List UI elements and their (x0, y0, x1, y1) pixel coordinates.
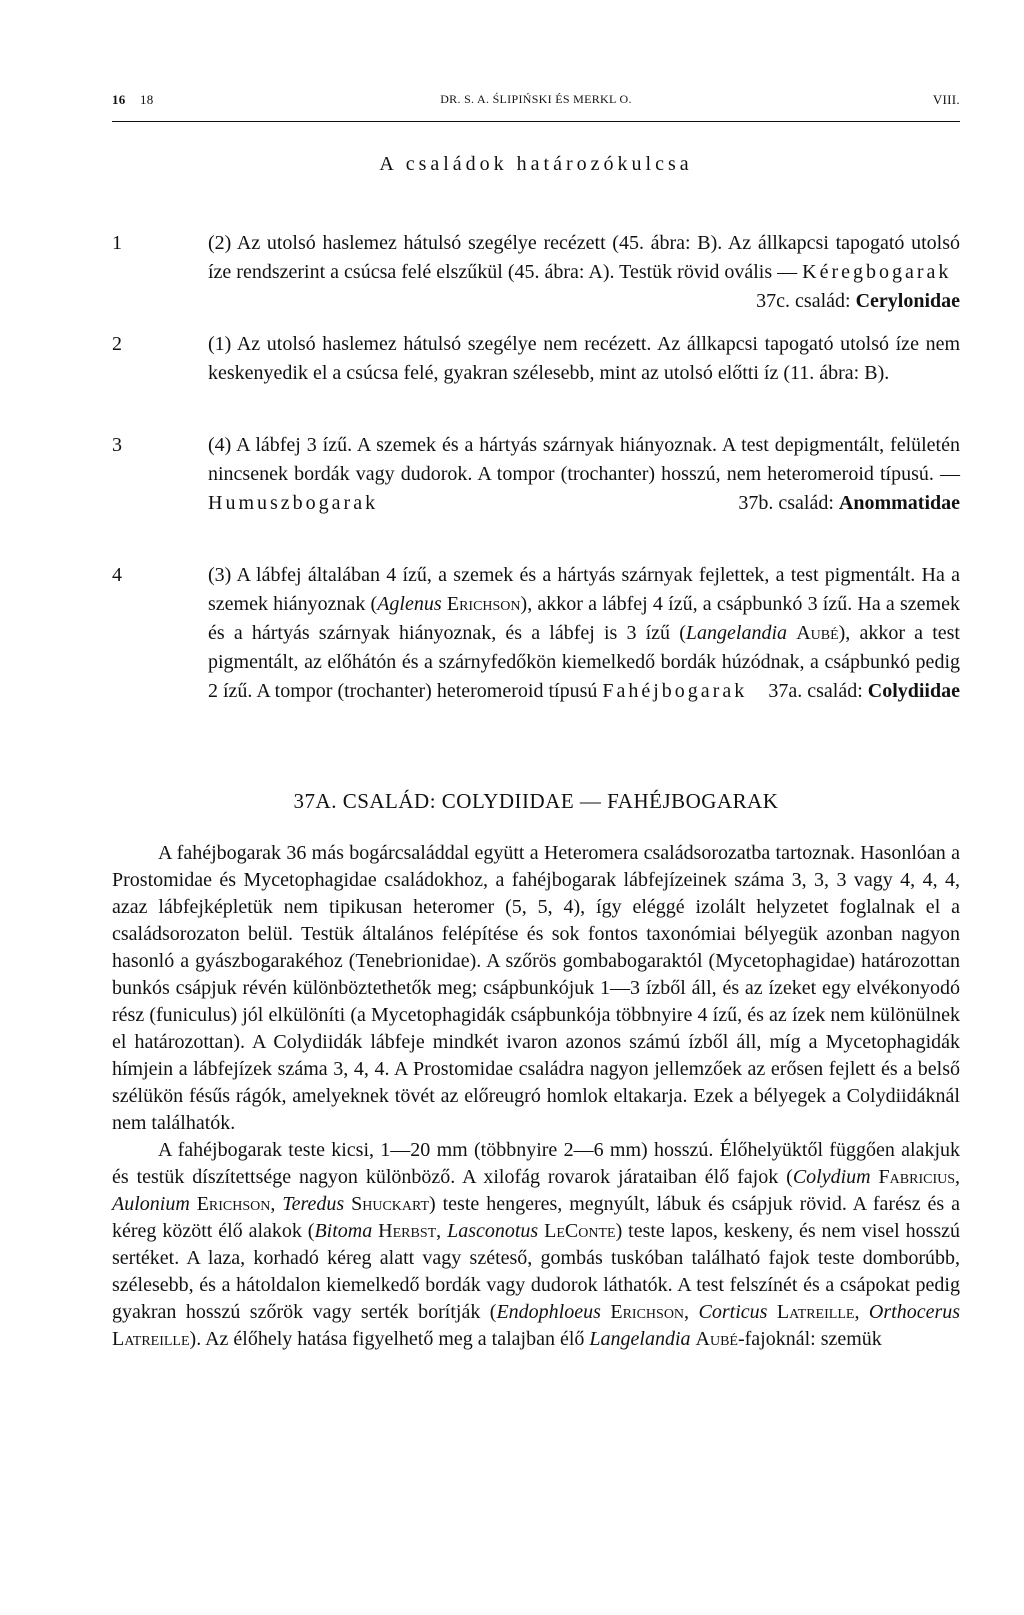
key-entry-number: 4 (112, 564, 122, 586)
family-name: Colydiidae (867, 680, 960, 702)
author-name: Latreille (112, 1328, 190, 1350)
genus-name: Aglenus (377, 593, 442, 615)
family-reference (756, 287, 960, 316)
family-number: 37a. család: (768, 680, 863, 702)
running-header-authors: DR. S. A. ŚLIPIŃSKI ÉS MERKL O. (440, 92, 632, 106)
genus-name: Colydium (792, 1166, 871, 1188)
family-number: 37b. család: (738, 492, 834, 514)
key-entry-description: ), akkor a lábfej 4 ízű, a csápbunkó 3 ízű. Ha a szemek és a hártyás szárnyak hiányoznak, és a lábfej is 3 ízű ( (208, 593, 960, 644)
text-run: ). Az élőhely hatása figyelhető meg a talajban élő (189, 1328, 590, 1350)
author-name: Latreille (776, 1301, 855, 1323)
author-name: Aubé (695, 1328, 738, 1350)
common-name: Kéregbogarak (802, 261, 952, 283)
key-entry-number: 2 (112, 333, 122, 355)
page-number: 18 (140, 92, 154, 107)
key-entry-text (208, 229, 960, 316)
page-number-bold: 16 (112, 92, 126, 107)
author-name: Erichson (446, 593, 521, 615)
text-run: ) teste hengeres, megnyúlt, lábuk és csápjuk rövid. A farész és a kéreg között élő alakok ( (112, 1193, 961, 1242)
text-run: -fajoknál: szemük (737, 1328, 882, 1350)
family-number: 37c. család: (756, 290, 851, 312)
author-name: Herbst (378, 1220, 437, 1242)
author-name: LeConte (544, 1220, 616, 1242)
text-run: ) teste lapos, keskeny, és nem visel hosszú sertéket. A laza, korhadó kéreg alatt vagy széteső, gombás tuskóban található fajok teste domborúbb, szélesebb, és a hátoldalon kiemelkedő bordák vagy dudorok láthatók. A test felszínét és a csápokat pedig gyakran hosszú szőrök vagy serték borítják ( (112, 1220, 961, 1323)
genus-name: Lasconotus (447, 1220, 539, 1242)
body-text (112, 840, 960, 1353)
family-reference (768, 677, 960, 706)
key-entry-description: (4) A lábfej 3 ízű. A szemek és a hártyás szárnyak hiányoznak. A test depigmentált, felületén nincsenek bordák vagy dudorok. A tompor (trochanter) hosszú, nem heteromeroid típusú. — (208, 434, 960, 485)
text-run: A fahéjbogarak teste kicsi, 1—20 mm (többnyire 2—6 mm) hosszú. Élőhelyüktől függően alakjuk és testük díszítettsége nagyon különböző. A xilofág rovarok járataiban élő fajok ( (112, 1139, 960, 1188)
genus-name: Langelandia (589, 1328, 691, 1350)
author-name: Shuckart (351, 1193, 430, 1215)
genus-name: Langelandia (685, 622, 788, 644)
common-name: Humuszbogarak (208, 492, 379, 514)
key-entry-text (208, 561, 960, 706)
family-name: Cerylonidae (855, 290, 960, 312)
genus-name: Teredus (282, 1193, 345, 1215)
author-name: Aubé (796, 622, 839, 644)
key-entry-text (208, 431, 960, 518)
key-entry-number: 3 (112, 434, 122, 456)
section-number: VIII. (932, 92, 960, 107)
author-name: Fabricius (878, 1166, 955, 1188)
section-title: 37A. CSALÁD: COLYDIIDAE — FAHÉJBOGARAK (293, 789, 779, 813)
genus-name: Bitoma (314, 1220, 373, 1242)
genus-name: Endophloeus (496, 1301, 601, 1323)
key-entry-description: ), akkor a test pigmentált, az előhátón és a szárnyfedőkön kiemelkedő bordák húzódnak, a csápbunkó pedig 2 ízű. A tompor (trochanter) heteromeroid típusú (208, 622, 960, 702)
running-header (112, 92, 960, 116)
genus-name: Orthocerus (868, 1301, 961, 1323)
common-name: Fahéjbogarak (602, 680, 748, 702)
family-reference (738, 489, 960, 518)
family-name: Anommatidae (838, 492, 960, 514)
header-rule (112, 121, 960, 122)
author-name: Erichson (196, 1193, 271, 1215)
author-name: Erichson (610, 1301, 685, 1323)
paragraph: A fahéjbogarak teste kicsi, 1—20 mm (többnyire 2—6 mm) hosszú. Élőhelyüktől függően alakjuk és testük díszítettsége nagyon különböző. A xilofág rovarok járataiban élő fajok (Colydium Fabricius, Aulonium Erichson, Teredus Shuckart) teste hengeres, megnyúlt, lábuk és csápjuk rövid. A farész és a kéreg között élő alakok (Bitoma Herbst, Lasconotus LeConte) teste lapos, keskeny, és nem visel hosszú sertéket. A laza, korhadó kéreg alatt vagy széteső, gombás tuskóban található fajok teste domborúbb, szélesebb, és a hátoldalon kiemelkedő bordák vagy dudorok láthatók. A test felszínét és a csápokat pedig gyakran hosszú szőrök vagy serték borítják (Endophloeus Erichson, Corticus Latreille, Orthocerus Latreille). Az élőhely hatása figyelhető meg a talajban élő Langelandia Aubé-fajoknál: szemük (112, 1139, 961, 1350)
genus-name: Corticus (698, 1301, 768, 1323)
key-entry-text: (1) Az utolsó haslemez hátulsó szegélye nem recézett. Az állkapcsi tapogató utolsó íze nem keskenyedik el a csúcsa felé, gyakran szélesebb, mint az utolsó előtti íz (11. ábra: B). (208, 333, 960, 384)
key-title: A családok határozókulcsa (379, 153, 693, 175)
key-entry-description: (2) Az utolsó haslemez hátulsó szegélye recézett (45. ábra: B). Az állkapcsi tapogató utolsó íze rendszerint a csúcsa felé elszűkül (45. ábra: A). Testük rövid ovális — (208, 232, 960, 283)
key-entry-number: 1 (112, 232, 122, 254)
paragraph: A fahéjbogarak 36 más bogárcsaláddal együtt a Heteromera családsorozatba tartoznak. Hasonlóan a Prostomidae és Mycetophagidae családokhoz, a fahéjbogarak lábfejízeinek száma 3, 3, 3 vagy 4, 4, 4, azaz lábfejképletük nem tipikusan heteromer (5, 5, 4), így eléggé izolált helyzetet foglalnak el a családsorozaton belül. Testük általános felépítése és sok fontos taxonómiai bélyegük azonban nagyon hasonló a gyászbogarakéhoz (Tenebrionidae). A szőrös gombabogaraktól (Mycetophagidae) határozottan bunkós csápjuk révén különböztethetők meg; csápbunkójuk 1—3 ízből áll, és az ízeket egy elvékonyodó rész (funiculus) jól elkülöníti (a Mycetophagidák csápbunkója többnyire 4 ízű, és az ízek nem különülnek el határozottan). A Colydiidák lábfeje mindkét ivaron azonos számú ízből áll, míg a Mycetophagidák hímjein a lábfejízek száma 3, 4, 4. A Prostomidae családra nagyon jellemzőek az erősen fejlett és a belső szélükön fésűs rágók, amelyeknek tövét az előreugró homlok eltakarja. Ezek a bélyegek a Colydiidáknál nem találhatók. (112, 842, 960, 1134)
genus-name: Aulonium (112, 1193, 190, 1215)
key-entry-description: (3) A lábfej általában 4 ízű, a szemek és a hártyás szárnyak fejlettek, a test pigmentált. Ha a szemek hiányoznak ( (208, 564, 960, 615)
